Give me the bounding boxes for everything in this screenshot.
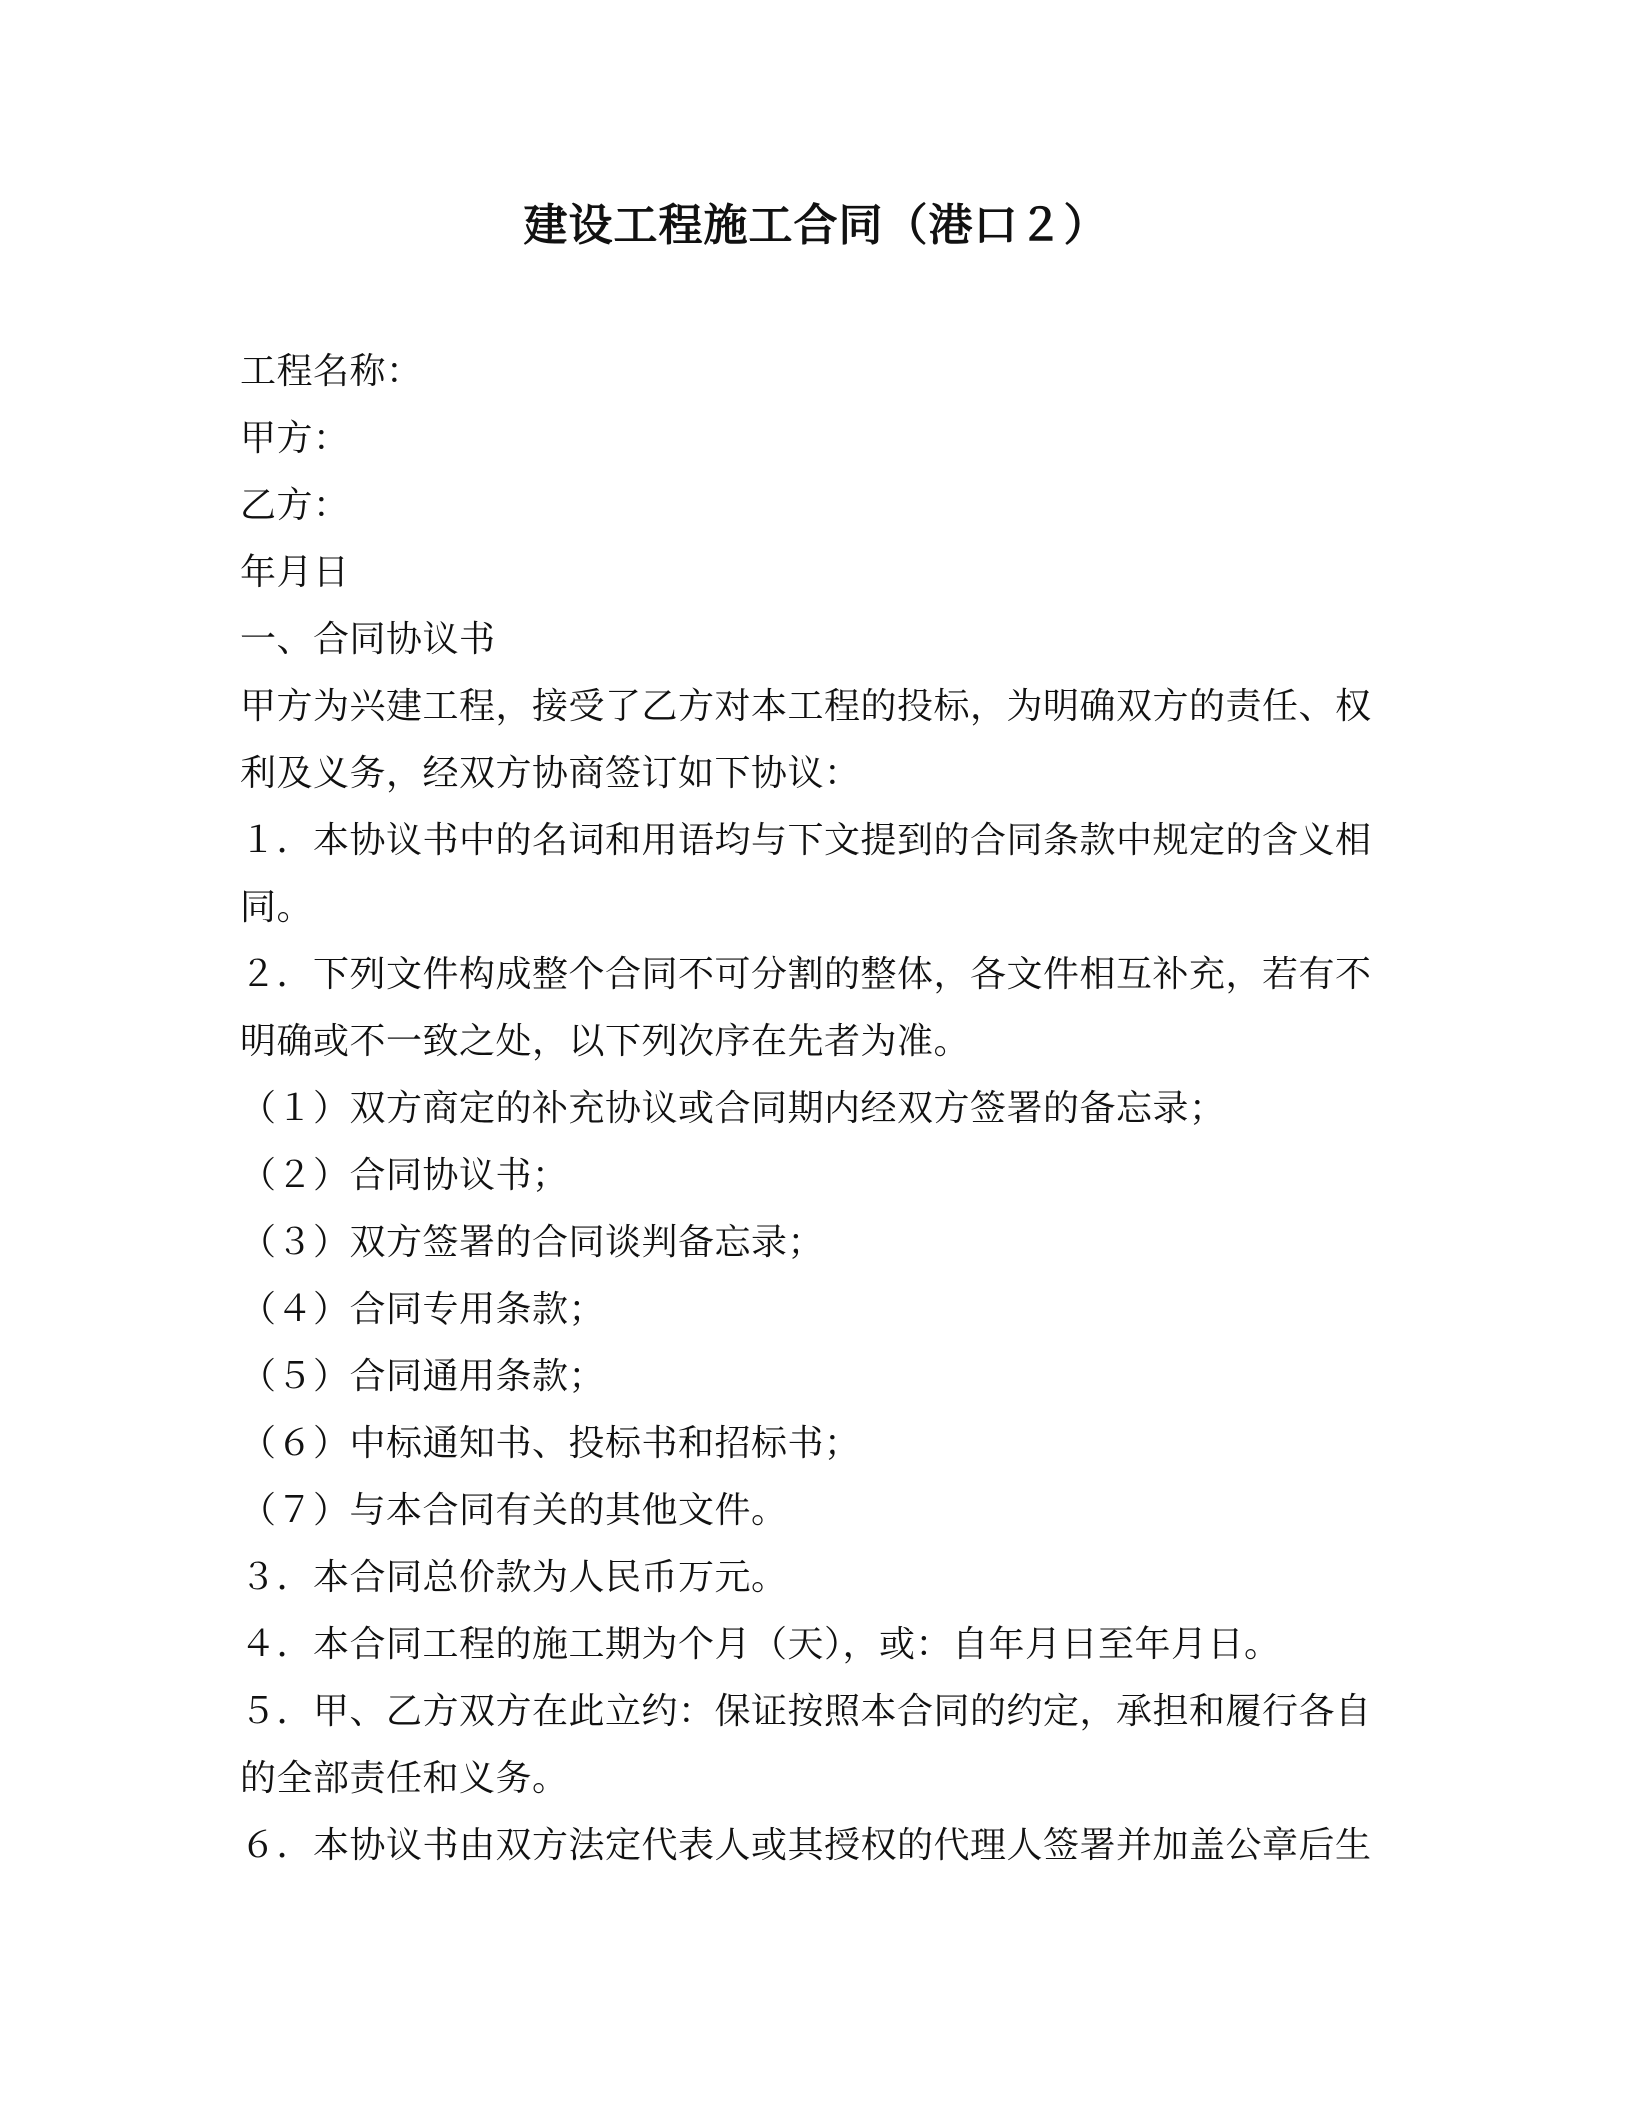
list-item: （６）中标通知书、投标书和招标书；: [240, 1423, 861, 1464]
field-party-b: 乙方：: [240, 485, 350, 526]
list-item: （４）合同专用条款；: [240, 1289, 606, 1330]
list-item: （２）合同协议书；: [240, 1155, 569, 1196]
clause-line: ５．甲、乙方双方在此立约：保证按照本合同的约定，承担和履行各自: [240, 1691, 1372, 1732]
list-item: （３）双方签署的合同谈判备忘录；: [240, 1222, 825, 1263]
paragraph-line: 甲方为兴建工程，接受了乙方对本工程的投标，为明确双方的责任、权: [240, 686, 1372, 727]
field-date: 年月日: [240, 552, 350, 593]
field-party-a: 甲方：: [240, 418, 350, 459]
section-heading: 一、合同协议书: [240, 619, 496, 660]
clause-line: ３．本合同总价款为人民币万元。: [240, 1557, 788, 1598]
list-item: （７）与本合同有关的其他文件。: [240, 1490, 788, 1531]
list-item: （５）合同通用条款；: [240, 1356, 606, 1397]
clause-line: 的全部责任和义务。: [240, 1758, 569, 1799]
document-title: 建设工程施工合同（港口２）: [523, 200, 1109, 251]
clause-line: 明确或不一致之处，以下列次序在先者为准。: [240, 1021, 971, 1062]
list-item: （１）双方商定的补充协议或合同期内经双方签署的备忘录；: [240, 1088, 1226, 1129]
paragraph-line: 利及义务，经双方协商签订如下协议：: [240, 753, 861, 794]
clause-line: ２．下列文件构成整个合同不可分割的整体，各文件相互补充，若有不: [240, 954, 1372, 995]
clause-line: ４．本合同工程的施工期为个月（天），或：自年月日至年月日。: [240, 1624, 1281, 1665]
clause-line: 同。: [240, 887, 314, 928]
clause-line: １．本协议书中的名词和用语均与下文提到的合同条款中规定的含义相: [240, 820, 1372, 861]
document-body: [240, 338, 1390, 1879]
field-project-name: 工程名称：: [240, 351, 423, 392]
clause-line: ６．本协议书由双方法定代表人或其授权的代理人签署并加盖公章后生: [240, 1825, 1372, 1866]
